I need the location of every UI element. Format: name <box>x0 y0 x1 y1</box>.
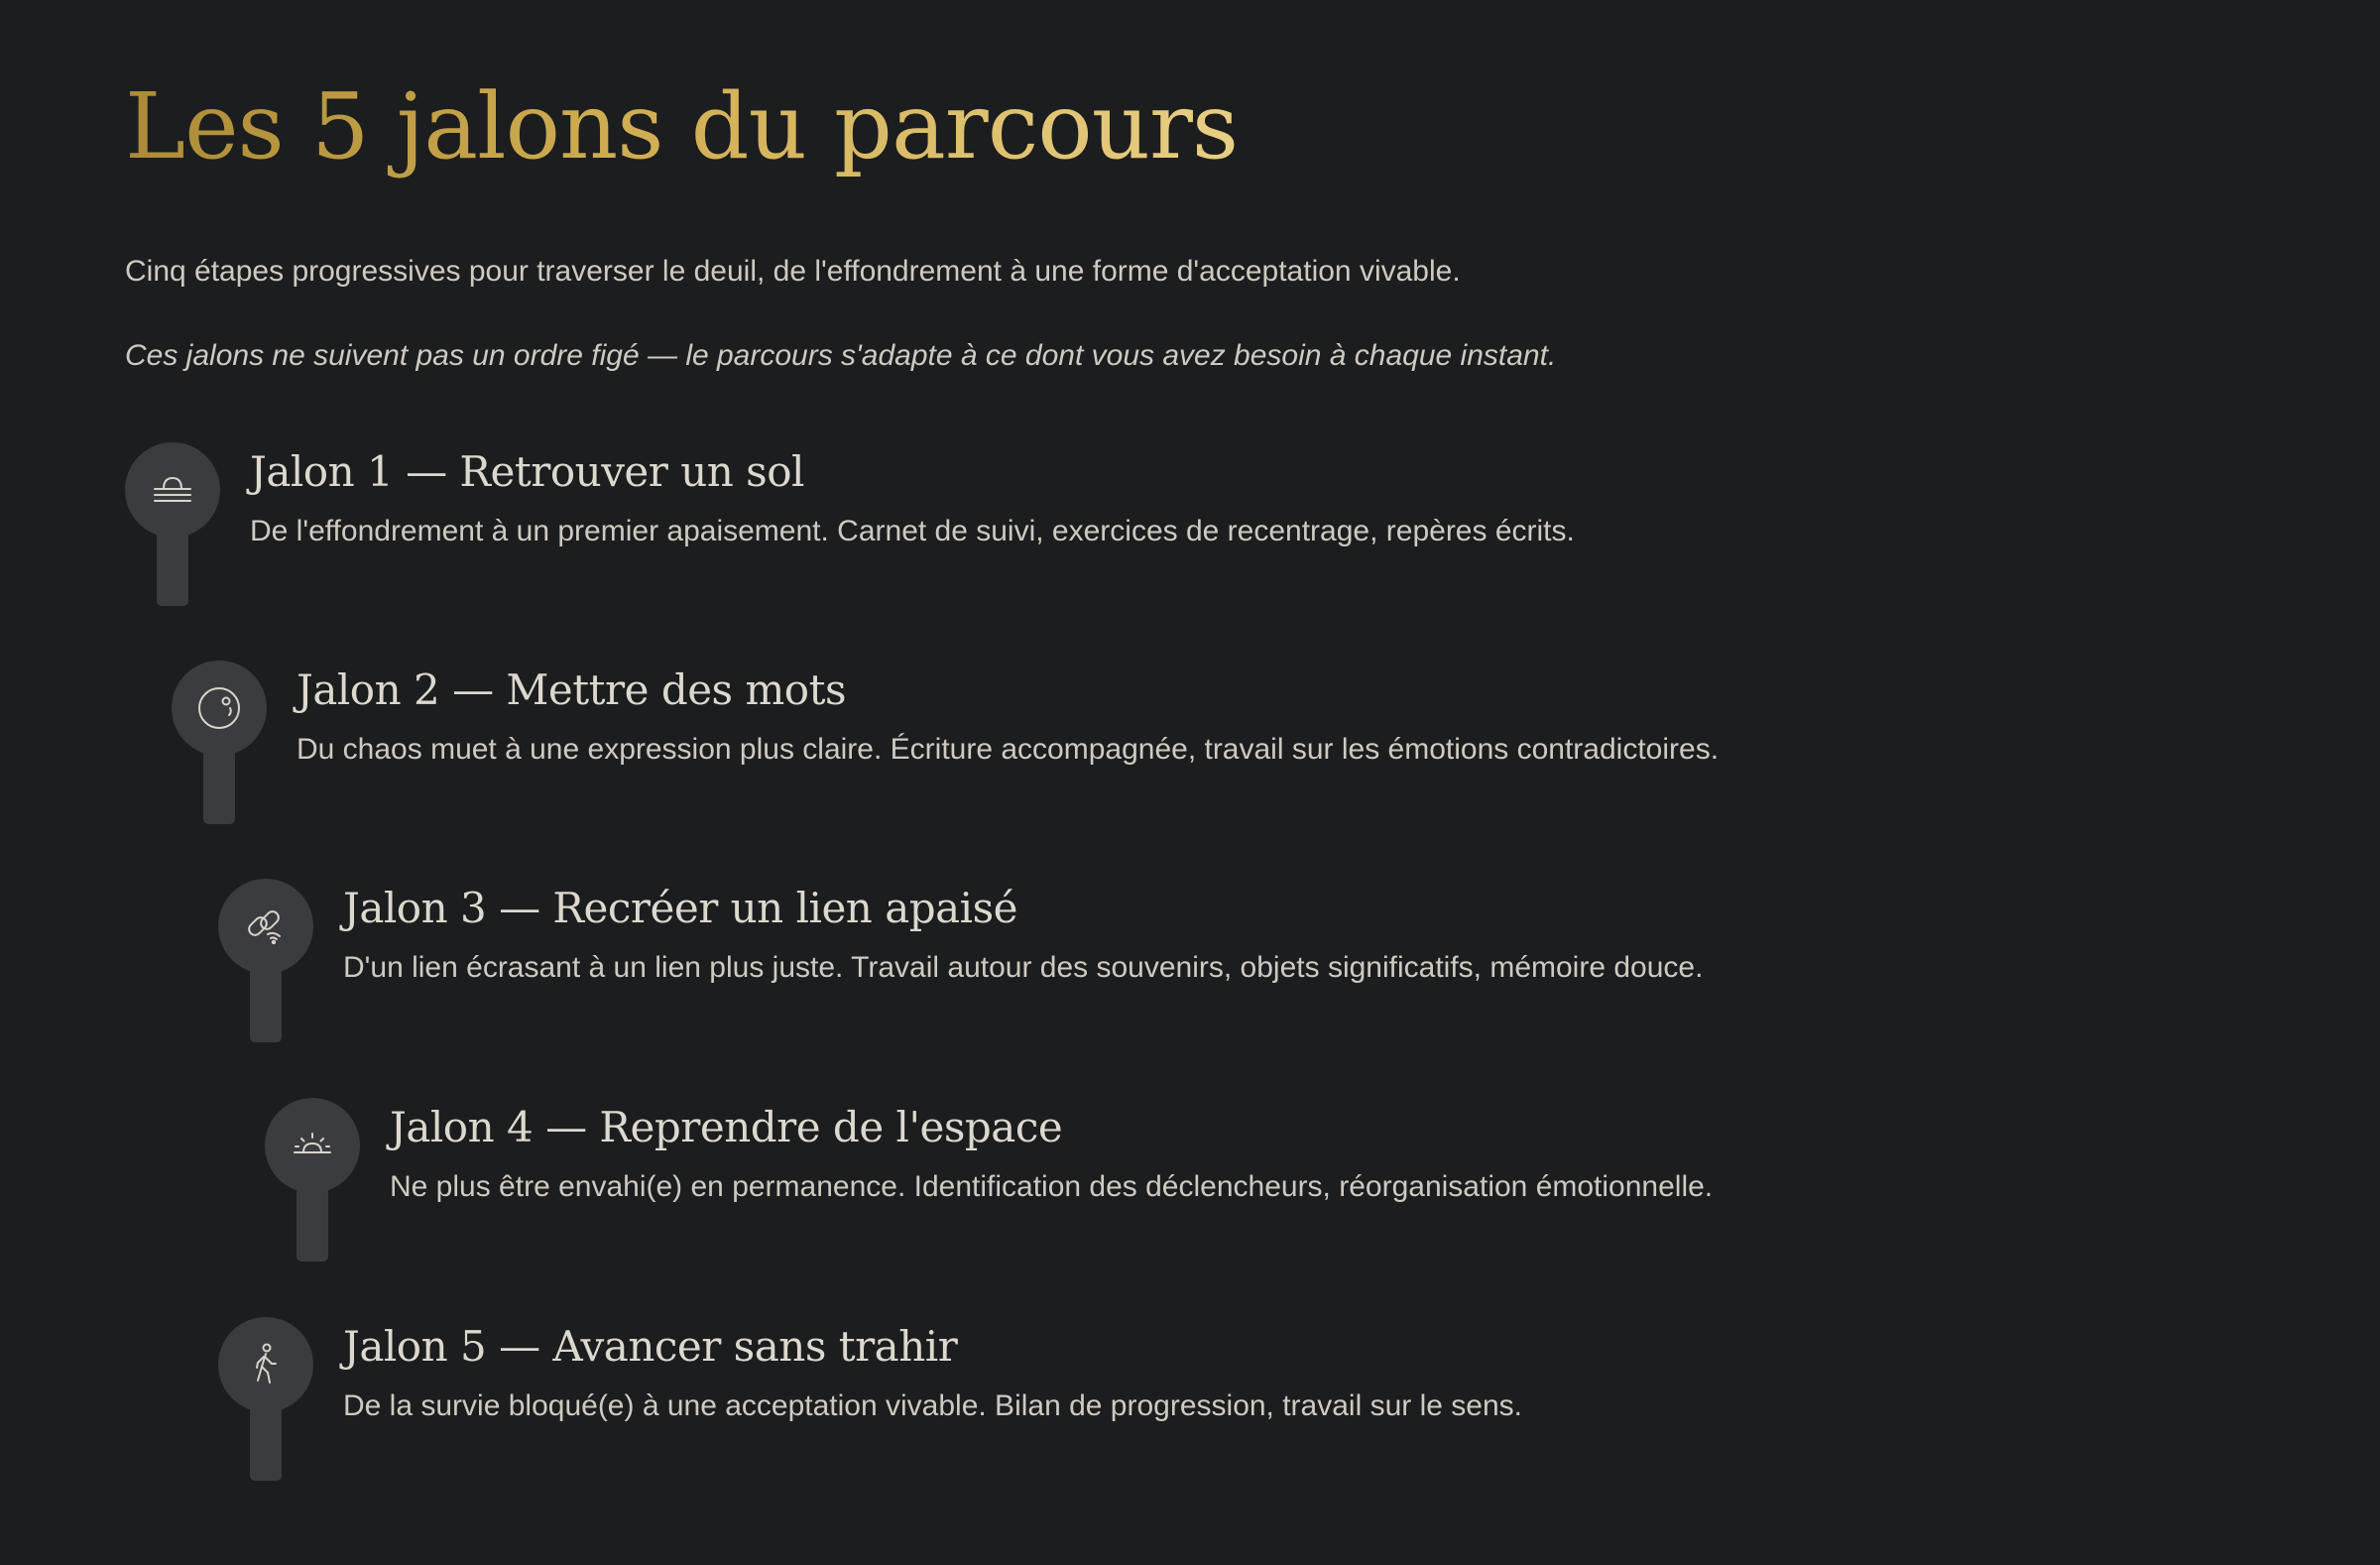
milestone-text <box>297 661 1719 772</box>
pin-stem <box>203 746 235 824</box>
pin-head <box>265 1098 360 1193</box>
pin-head <box>125 442 220 538</box>
milestone-text <box>250 442 1575 553</box>
milestone-description: Ne plus être envahi(e) en permanence. Identification des déclencheurs, réorganisation émotionnelle. <box>390 1170 1714 1203</box>
milestone-text <box>390 1098 1713 1209</box>
milestone-title: Jalon 2 — Mettre des mots <box>297 665 847 714</box>
milestone-pin <box>172 661 267 824</box>
link-icon <box>238 899 294 954</box>
milestone-pin <box>218 1317 313 1481</box>
pin-stem <box>250 1402 282 1481</box>
milestone-title: Jalon 3 — Recréer un lien apaisé <box>343 884 1018 932</box>
grounding-icon <box>145 462 200 518</box>
pin-head <box>172 661 267 756</box>
walking-person-icon <box>238 1337 294 1392</box>
intro-note: Ces jalons ne suivent pas un ordre figé — le parcours s'adapte à ce dont vous avez besoin à chaque instant. <box>125 339 1557 372</box>
milestone-title: Jalon 4 — Reprendre de l'espace <box>390 1103 1063 1151</box>
milestone-description: De l'effondrement à un premier apaisement. Carnet de suivi, exercices de recentrage, repères écrits. <box>250 515 1575 547</box>
milestone-text <box>343 1317 1522 1428</box>
milestone-text <box>343 879 1703 990</box>
milestone-description: D'un lien écrasant à un lien plus juste. Travail autour des souvenirs, objets significatifs, mémoire douce. <box>343 951 1704 984</box>
milestone-pin <box>265 1098 360 1262</box>
pin-head <box>218 1317 313 1412</box>
milestone-title: Jalon 5 — Avancer sans trahir <box>343 1322 958 1371</box>
sunrise-icon <box>285 1118 340 1173</box>
page-title: Les 5 jalons du parcours <box>125 67 1238 186</box>
pin-stem <box>297 1183 328 1262</box>
milestone-title: Jalon 1 — Retrouver un sol <box>250 447 804 496</box>
milestone-description: Du chaos muet à une expression plus claire. Écriture accompagnée, travail sur les émotions contradictoires. <box>297 733 1720 766</box>
milestone-pin <box>125 442 220 606</box>
milestone-pin <box>218 879 313 1042</box>
intro-text: Cinq étapes progressives pour traverser le deuil, de l'effondrement à une forme d'acceptation vivable. <box>125 255 1461 288</box>
bubble-icon <box>191 680 247 736</box>
milestone-description: De la survie bloqué(e) à une acceptation vivable. Bilan de progression, travail sur le sens. <box>343 1389 1522 1422</box>
pin-stem <box>250 964 282 1042</box>
pin-head <box>218 879 313 974</box>
pin-stem <box>157 528 188 606</box>
